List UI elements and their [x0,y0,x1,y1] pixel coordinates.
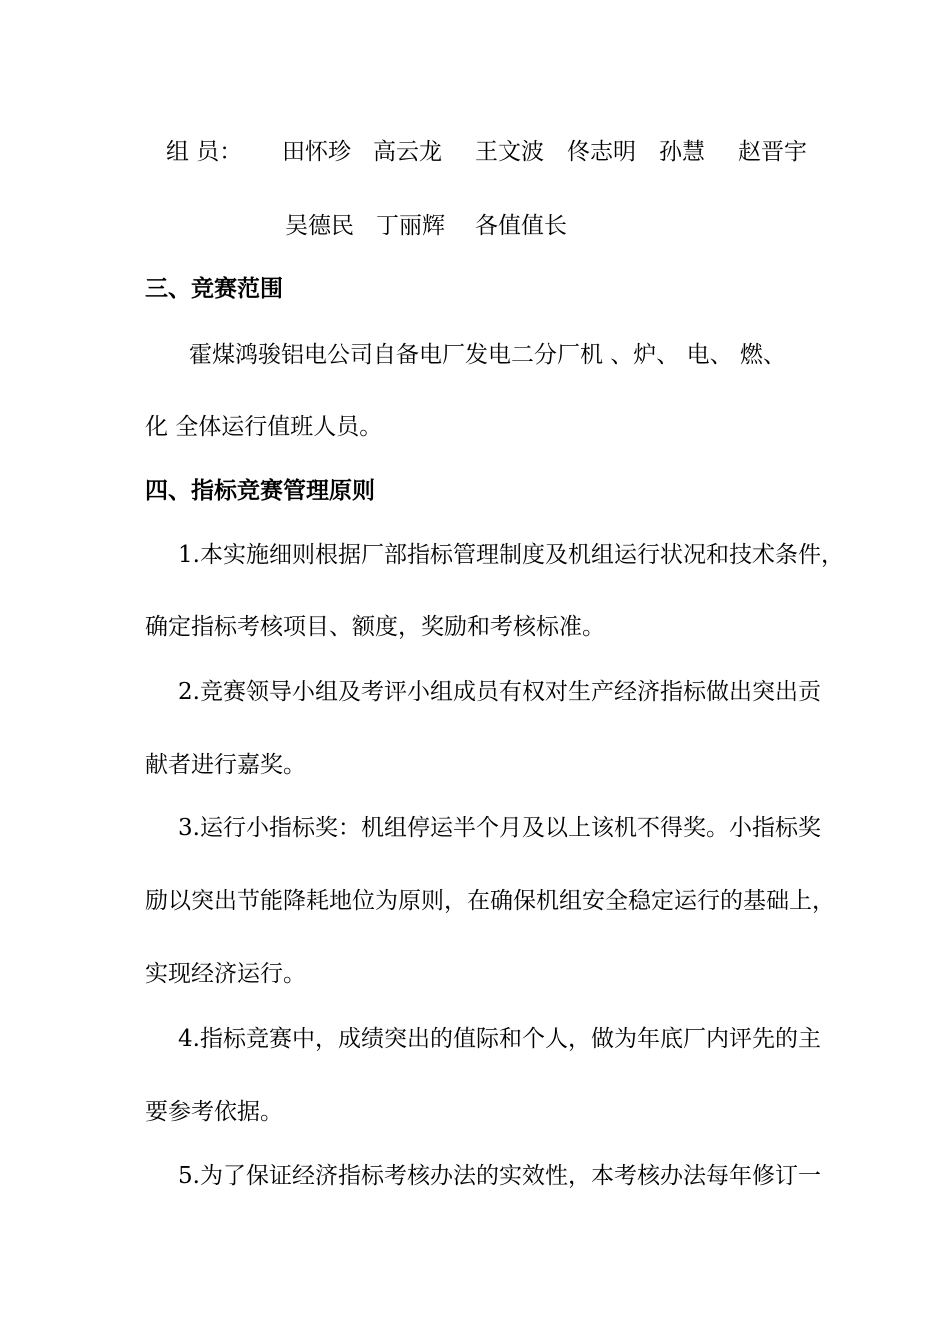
member-name: 王文波 [475,139,544,165]
members-label: 组 员： [166,139,243,165]
member-name: 田怀珍 [282,139,351,165]
paragraph-line: 3.运行小指标奖：机组停运半个月及以上该机不得奖。小指标奖 [178,815,821,841]
paragraph-line: 要参考依据。 [145,1099,283,1125]
paragraph-line: 实现经济运行。 [145,961,306,987]
member-name: 佟志明 [567,139,636,165]
paragraph-line: 霍煤鸿骏铝电公司自备电厂发电二分厂机 、炉、 电、 燃、 [189,342,786,368]
member-name: 丁丽辉 [376,213,445,239]
section-heading-scope: 三、竞赛范围 [145,275,283,302]
paragraph-line: 确定指标考核项目、额度，奖励和考核标准。 [145,614,605,640]
member-name: 孙慧 [659,139,705,165]
member-name: 各值值长 [475,213,567,239]
paragraph-line: 励以突出节能降耗地位为原则，在确保机组安全稳定运行的基础上， [145,888,835,914]
paragraph-line: 5.为了保证经济指标考核办法的实效性，本考核办法每年修订一 [178,1163,821,1189]
paragraph-line: 1.本实施细则根据厂部指标管理制度及机组运行状况和技术条件， [178,542,844,568]
paragraph-line: 4.指标竞赛中，成绩突出的值际和个人，做为年底厂内评先的主 [178,1026,821,1052]
paragraph-line: 2.竞赛领导小组及考评小组成员有权对生产经济指标做出突出贡 [178,679,821,705]
member-name: 赵晋宇 [738,139,807,165]
member-name: 吴德民 [285,213,354,239]
paragraph-line: 献者进行嘉奖。 [145,752,306,778]
member-name: 高云龙 [373,139,442,165]
section-heading-principles: 四、指标竞赛管理原则 [145,477,375,504]
paragraph-line: 化 全体运行值班人员。 [145,414,383,440]
